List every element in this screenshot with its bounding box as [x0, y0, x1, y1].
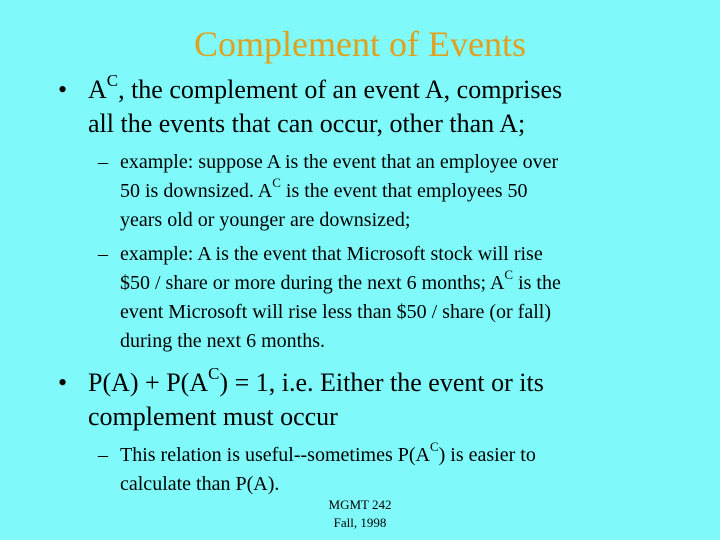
footer-course: MGMT 242 — [328, 497, 392, 512]
sub-bullet-text — [120, 441, 680, 499]
complement-superscript: C — [208, 363, 220, 383]
bullet-marker: • — [58, 368, 68, 397]
complement-superscript: C — [106, 70, 119, 90]
sub-bullet-line: example: suppose A is the event that an employee over — [120, 151, 559, 173]
complement-superscript: C — [429, 439, 439, 455]
bullet-marker: • — [58, 75, 68, 104]
sub-bullet-line: years old or younger are downsized; — [120, 209, 411, 231]
sub-bullet-line — [120, 441, 680, 470]
sub-bullet-line: event Microsoft will rise less than $50 / share (or fall) — [120, 301, 551, 323]
text-fragment: is the event that employees 50 — [280, 180, 528, 202]
text-fragment: P(A) + P(A — [88, 368, 209, 397]
bullet-text — [88, 70, 688, 141]
dash-marker: – — [98, 444, 108, 466]
text-fragment: $50 / share or more during the next 6 months; A — [120, 272, 505, 294]
dash-marker: – — [98, 151, 108, 173]
text-fragment: is the — [513, 272, 561, 294]
bullet-line — [88, 363, 688, 400]
sub-bullet-line: example: A is the event that Microsoft stock will rise — [120, 243, 543, 265]
complement-superscript: C — [272, 175, 281, 191]
bullet-text — [88, 363, 688, 434]
sub-bullet-line — [120, 177, 680, 206]
sub-bullet-line: calculate than P(A). — [120, 473, 280, 495]
slide-footer — [318, 496, 402, 532]
complement-superscript: C — [504, 267, 514, 283]
bullet-line: all the events that can occur, other than A; — [88, 109, 526, 138]
text-fragment: A — [88, 75, 107, 104]
text-fragment: This relation is useful--sometimes P(A — [120, 444, 430, 466]
dash-marker: – — [98, 243, 108, 265]
text-fragment: 50 is downsized. A — [120, 180, 273, 202]
sub-bullet-line — [120, 269, 680, 298]
sub-bullet-text — [120, 148, 680, 235]
slide-title: Complement of Events — [194, 24, 526, 64]
sub-bullet-line: during the next 6 months. — [120, 330, 325, 352]
footer-term: Fall, 1998 — [333, 515, 387, 530]
bullet-line — [88, 70, 688, 107]
sub-bullet-text — [120, 240, 680, 356]
bullet-line: complement must occur — [88, 402, 338, 431]
text-fragment: , the complement of an event A, comprises — [118, 75, 563, 104]
text-fragment: ) = 1, i.e. Either the event or its — [219, 368, 544, 397]
text-fragment: ) is easier to — [438, 444, 536, 466]
